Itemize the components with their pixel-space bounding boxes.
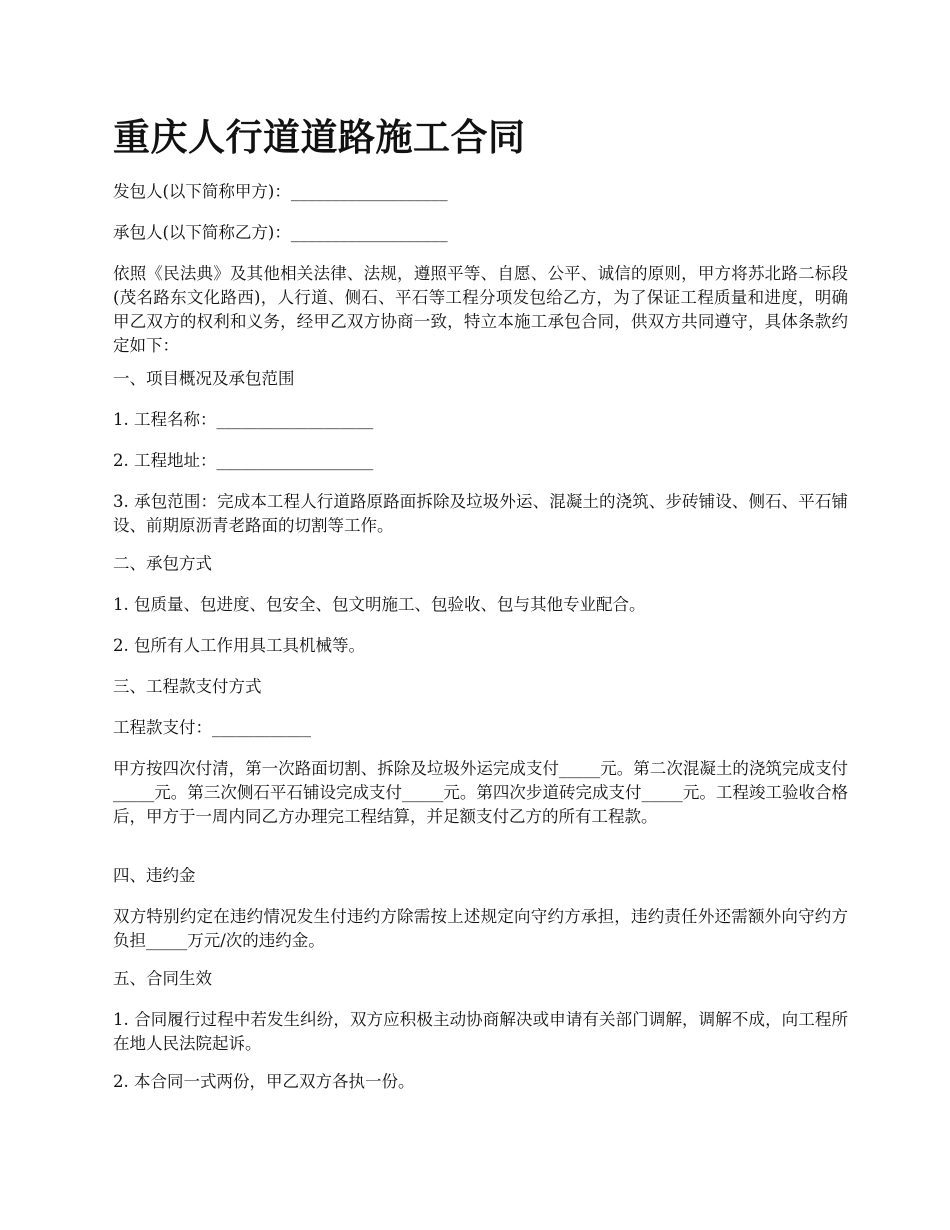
section-3-heading: 三、工程款支付方式 — [113, 677, 262, 696]
project-address-line: 2. 工程地址：___________________ — [113, 451, 374, 470]
copies-line: 2. 本合同一式两份，甲乙双方各执一份。 — [113, 1072, 415, 1091]
dispute-resolution-paragraph: 1. 合同履行过程中若发生纠纷，双方应积极主动协商解决或申请有关部门调解，调解不成，向工程所在地人民法院起诉。 — [113, 1010, 848, 1053]
section-5-heading: 五、合同生效 — [113, 969, 212, 988]
party-a-line: 发包人(以下简称甲方)：___________________ — [113, 182, 448, 201]
document-title: 重庆人行道道路施工合同 — [113, 115, 526, 159]
payment-line: 工程款支付：____________ — [113, 718, 311, 737]
contract-method-item-2: 2. 包所有人工作用具工具机械等。 — [113, 636, 365, 655]
penalty-paragraph: 双方特别约定在违约情况发生付违约方除需按上述规定向守约方承担，违约责任外还需额外向守约方负担_____万元/次的违约金。 — [113, 907, 848, 950]
section-2-heading: 二、承包方式 — [113, 554, 212, 573]
section-1-heading: 一、项目概况及承包范围 — [113, 369, 295, 388]
section-4-heading: 四、违约金 — [113, 866, 196, 885]
contract-method-item-1: 1. 包质量、包进度、包安全、包文明施工、包验收、包与其他专业配合。 — [113, 595, 646, 614]
project-name-line: 1. 工程名称：___________________ — [113, 410, 374, 429]
contract-scope-paragraph: 3. 承包范围：完成本工程人行道路原路面拆除及垃圾外运、混凝土的浇筑、步砖铺设、侧石、平石铺设、前期原沥青老路面的切割等工作。 — [113, 492, 848, 535]
payment-schedule-paragraph: 甲方按四次付清，第一次路面切割、拆除及垃圾外运完成支付_____元。第二次混凝土的浇筑完成支付_____元。第三次侧石平石铺设完成支付_____元。第四次步道砖完成支付_____元。工程竣工验收合格后，甲方于一周内同乙方办理完工程结算，并足额支付乙方的所有工程款。 — [113, 759, 848, 826]
intro-paragraph: 依照《民法典》及其他相关法律、法规，遵照平等、自愿、公平、诚信的原则，甲方将苏北路二标段(茂名路东文化路西)，人行道、侧石、平石等工程分项发包给乙方，为了保证工程质量和进度，明确甲乙双方的权利和义务，经甲乙双方协商一致，特立本施工承包合同，供双方共同遵守，具体条款约定如下： — [113, 264, 848, 355]
party-b-line: 承包人(以下简称乙方)：___________________ — [113, 223, 448, 242]
